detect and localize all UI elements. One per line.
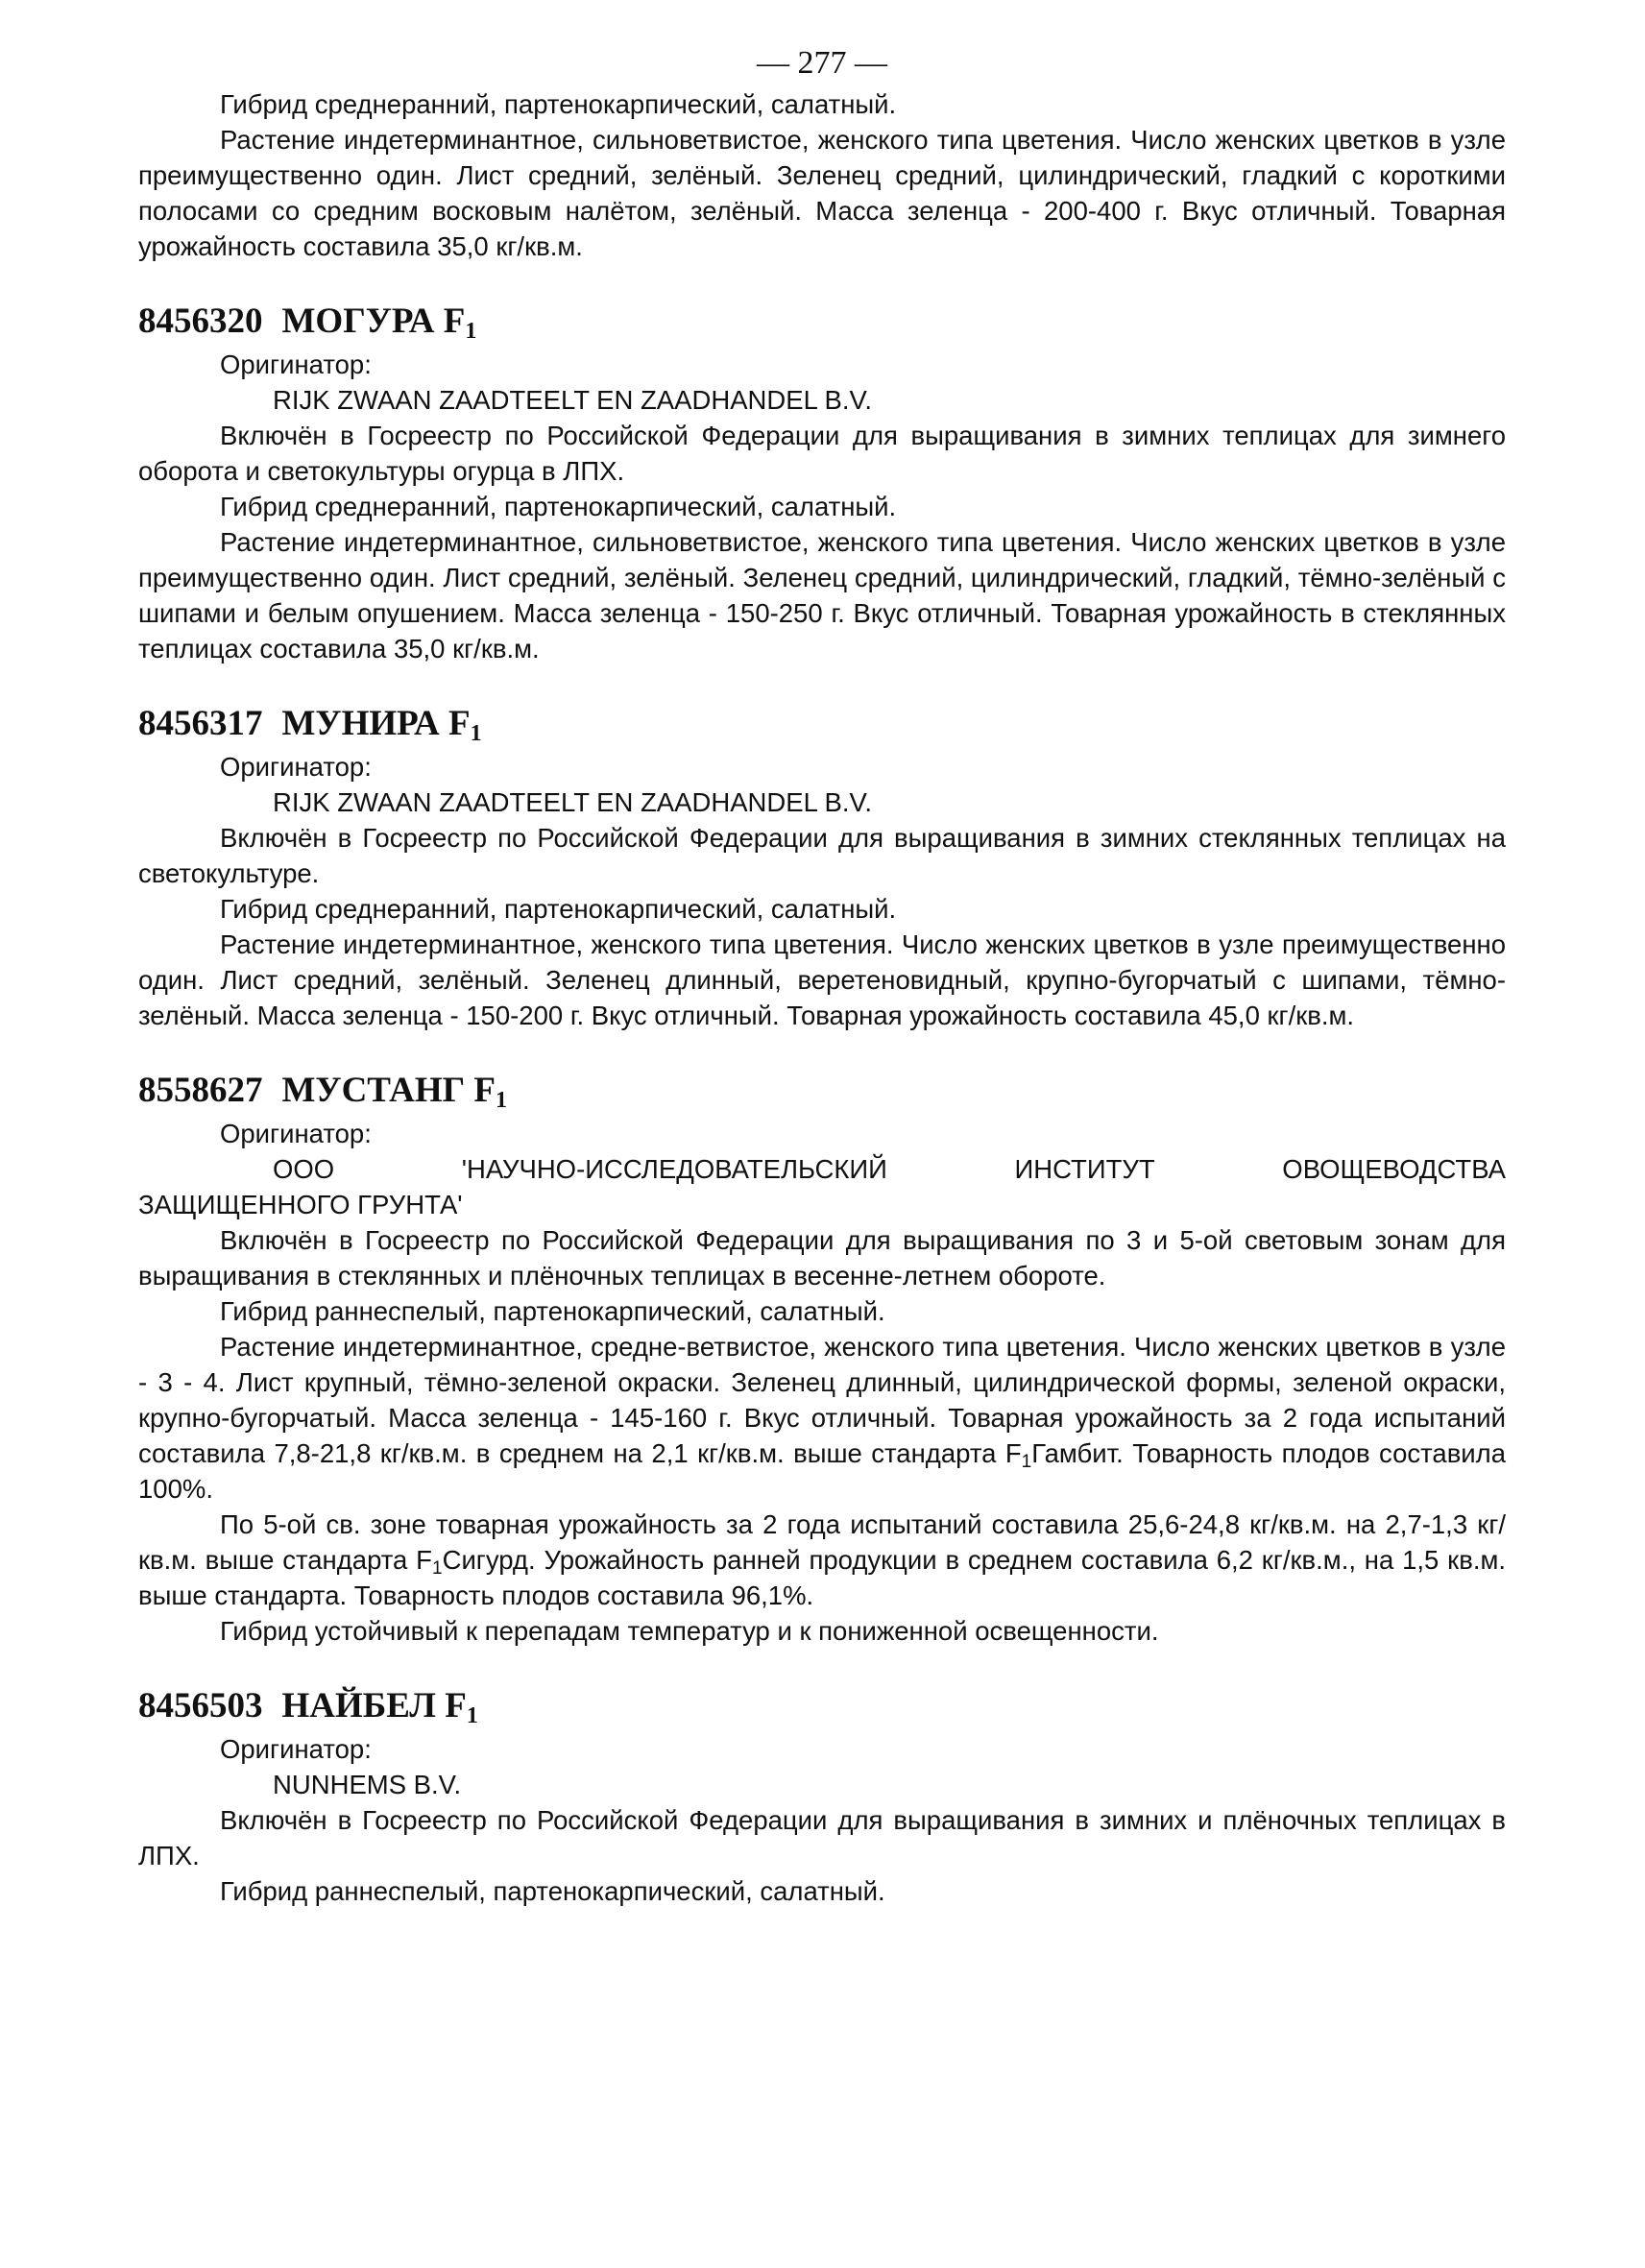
originator-name: NUNHEMS B.V. (273, 1770, 462, 1799)
registry-code: 8456320 (138, 302, 263, 341)
hybrid-type-text: Гибрид среднеранний, партенокарпический, салатный. (220, 89, 897, 119)
plant-description-text: Растение индетерминантное, женского типа цветения. Число женских цветков в узле преимущественно один. Лист средний, зелёный. Зеленец длинный, веретеновидный, крупно-бугорчатый с шипами, тёмно-зелёный. Масса зеленца - 150-200 г. Вкус отличный. Товарная урожайность составила 45,0 кг/кв.м. (138, 929, 1506, 1030)
description-part-b: Гамбит. Товарность плодов составила 100%. (138, 1438, 1507, 1504)
variety-entry-naibel (138, 1685, 1506, 1909)
zone5-part-b: Сигурд. Урожайность ранней продукции в среднем составила 6,2 кг/кв.м., на 1,5 кв.м. выше стандарта. Товарность плодов составила 96,1%. (138, 1545, 1507, 1610)
hybrid-type-text: Гибрид среднеранний, партенокарпический, салатный. (220, 894, 897, 924)
registry-inclusion-text: Включён в Госреестр по Российской Федерации для выращивания в зимних стеклянных теплицах на светокультуре. (138, 823, 1506, 888)
registry-inclusion-text: Включён в Госреестр по Российской Федерации для выращивания в зимних и плёночных теплицах в ЛПХ. (138, 1805, 1506, 1870)
originator-label: Оригинатор: (220, 1734, 372, 1764)
resistance-text: Гибрид устойчивый к перепадам температур и к пониженной освещенности. (220, 1616, 1159, 1646)
page-number: — 277 — (757, 45, 887, 81)
plant-description-text: Растение индетерминантное, сильноветвистое, женского типа цветения. Число женских цветков в узле преимущественно один. Лист средний, зелёный. Зеленец средний, цилиндрический, гладкий с короткими полосами со средним восковым налётом, зелёный. Масса зеленца - 200-400 г. Вкус отличный. Товарная урожайность составила 35,0 кг/кв.м. (138, 125, 1506, 261)
description-part-a: Растение индетерминантное, средне-ветвистое, женского типа цветения. Число женских цветков в узле - 3 - 4. Лист крупный, тёмно-зеленой окраски. Зеленец длинный, цилиндрической формы, зеленой окраски, крупно-бугорчатый. Масса зеленца - 145-160 г. Вкус отличный. Товарная урожайность за 2 года испытаний составила 7,8-21,8 кг/кв.м. в среднем на 2,1 кг/кв.м. выше стандарта F (138, 1332, 1506, 1468)
zone5-part-a: По 5-ой св. зоне товарная урожайность за 2 года испытаний составила 25,6-24,8 кг/кв.м. на 2,7-1,3 кг/кв.м. выше стандарта F (138, 1509, 1506, 1575)
registry-code: 8456503 (138, 1686, 263, 1725)
intro-continuation (138, 86, 1506, 264)
originator-label: Оригинатор: (220, 1119, 372, 1148)
hybrid-type-text: Гибрид раннеспелый, партенокарпический, салатный. (220, 1876, 885, 1906)
variety-name: МУСТАНГ F (281, 1071, 496, 1110)
document-page (138, 44, 1506, 1909)
variety-name: МУНИРА F (281, 704, 471, 743)
variety-entry-mustang (138, 1070, 1506, 1649)
variety-name-subscript: 1 (496, 1088, 508, 1113)
variety-name-subscript: 1 (465, 319, 477, 344)
entry-heading (138, 703, 1506, 745)
entry-heading (138, 1070, 1506, 1112)
registry-code: 8558627 (138, 1071, 263, 1110)
plant-description-text: Растение индетерминантное, сильноветвистое, женского типа цветения. Число женских цветков в узле преимущественно один. Лист средний, зелёный. Зеленец средний, цилиндрический, гладкий, тёмно-зелёный с шипами и белым опушением. Масса зеленца - 150-250 г. Вкус отличный. Товарная урожайность в стеклянных теплицах составила 35,0 кг/кв.м. (138, 527, 1506, 664)
originator-label: Оригинатор: (220, 752, 372, 782)
originator-name-line2: ЗАЩИЩЕННОГО ГРУНТА' (138, 1190, 463, 1219)
variety-name: МОГУРА F (281, 302, 466, 341)
variety-entry-mogura (138, 301, 1506, 666)
hybrid-type-text: Гибрид среднеранний, партенокарпический, салатный. (220, 492, 897, 521)
registry-inclusion-text: Включён в Госреестр по Российской Федерации для выращивания по 3 и 5-ой световым зонам для выращивания в стеклянных и плёночных теплицах в весенне-летнем обороте. (138, 1225, 1506, 1291)
zone5-yield-text (138, 1507, 1506, 1613)
originator-name: RIJK ZWAAN ZAADTEELT EN ZAADHANDEL B.V. (273, 787, 872, 817)
originator-name: RIJK ZWAAN ZAADTEELT EN ZAADHANDEL B.V. (273, 385, 872, 415)
variety-name: НАЙБЕЛ F (281, 1686, 467, 1725)
registry-inclusion-text: Включён в Госреестр по Российской Федерации для выращивания в зимних теплицах для зимнего оборота и светокультуры огурца в ЛПХ. (138, 421, 1506, 486)
standard-subscript: 1 (1021, 1452, 1032, 1472)
variety-name-subscript: 1 (466, 1703, 478, 1728)
registry-code: 8456317 (138, 704, 263, 743)
originator-label: Оригинатор: (220, 350, 372, 379)
standard-subscript: 1 (432, 1558, 443, 1579)
originator-name-line1: ООО 'НАУЧНО-ИССЛЕДОВАТЕЛЬСКИЙ ИНСТИТУТ ОВОЩЕВОДСТВА (273, 1154, 1506, 1184)
plant-description-text (138, 1329, 1506, 1507)
entry-heading (138, 1685, 1506, 1727)
entry-heading (138, 301, 1506, 343)
variety-name-subscript: 1 (470, 721, 482, 746)
hybrid-type-text: Гибрид раннеспелый, партенокарпический, салатный. (220, 1296, 885, 1326)
variety-entry-munira (138, 703, 1506, 1033)
